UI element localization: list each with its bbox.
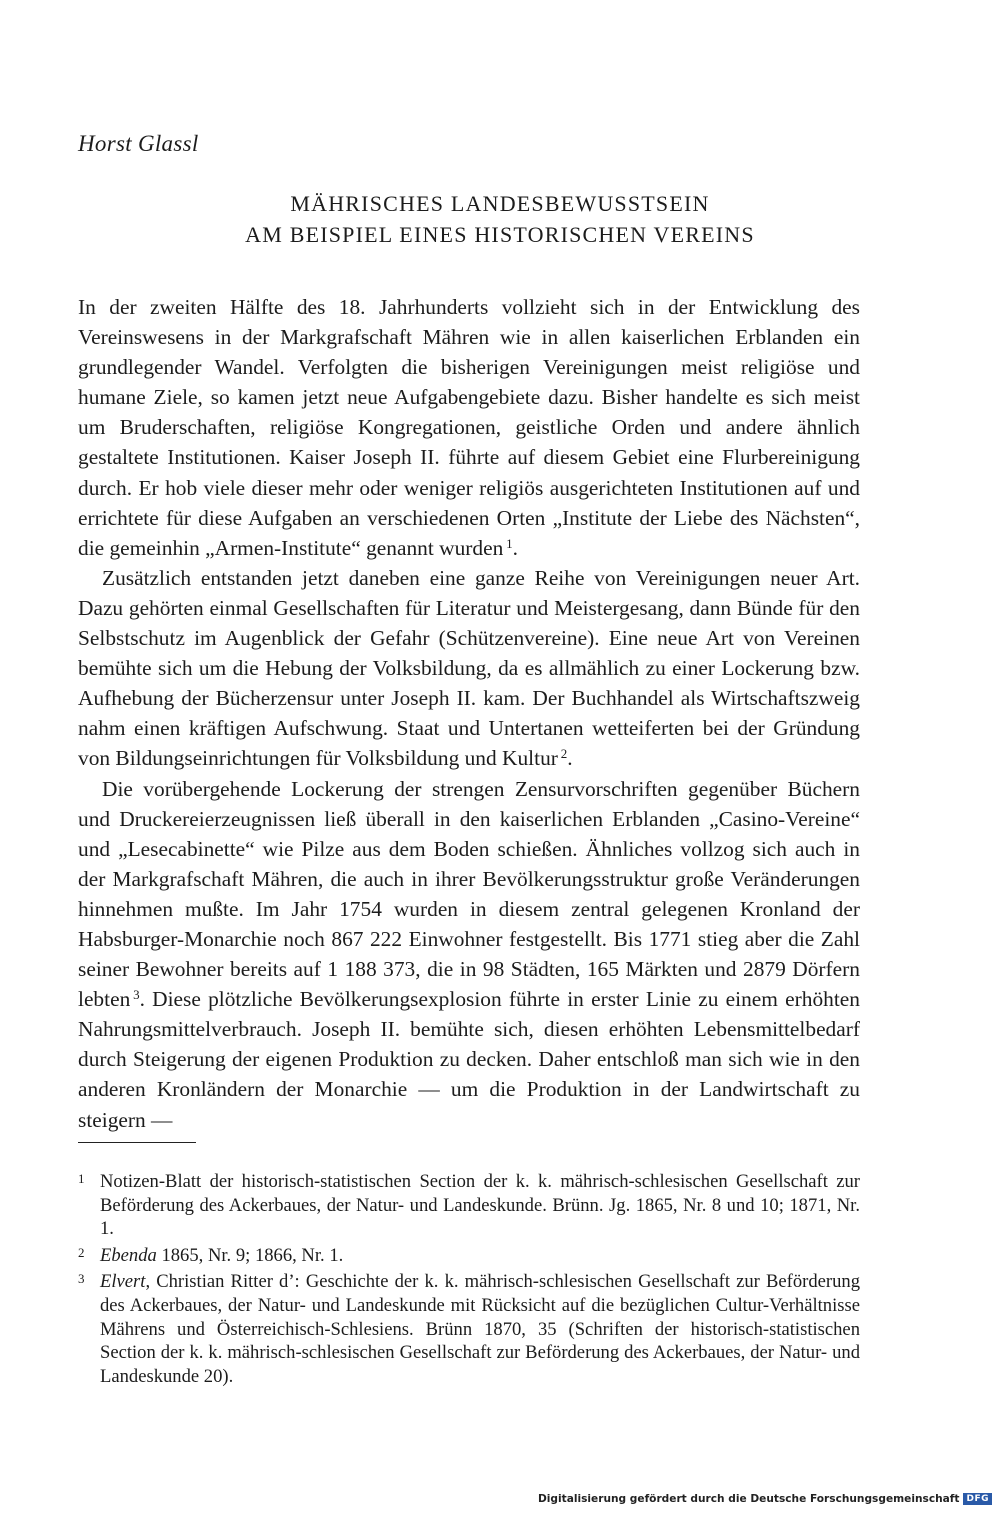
paragraph-1-text: In der zweiten Hälfte des 18. Jahrhunderts vollzieht sich in der Entwicklung des Vereinswesens in der Markgrafschaft Mähren wie in allen kaiserlichen Erblanden ein grundlegender Wandel. Verfolgten die bisherigen Vereinigungen meist religiöse und humane Ziele, so kamen jetzt neue Aufgabengebiete dazu. Bisher handelte es sich meist um Bruderschaften, religiöse Kongregationen, geistliche Orden und andere ähnlich gestaltete Institutionen. Kaiser Joseph II. führte auf diesem Gebiet eine Flurbereinigung durch. Er hob viele dieser mehr oder weniger religiös ausgerichteten Institutionen auf und errichtete für diese Aufgaben an verschiedenen Orten „Institute der Liebe des Nächsten“, die gemeinhin „Armen-Institute“ genannt wurden — [78, 295, 860, 560]
footnote-italic: Ebenda — [100, 1244, 157, 1266]
paragraph-1 — [78, 292, 860, 563]
footnote-number: 2 — [78, 1244, 85, 1260]
footnote-1 — [78, 1170, 860, 1241]
footnote-2 — [78, 1244, 860, 1268]
footnote-3 — [78, 1270, 860, 1388]
dfg-logo: DFG — [963, 1493, 992, 1505]
footnote-separator — [78, 1142, 196, 1143]
footnote-ref-3: 3 — [133, 987, 140, 1003]
paragraph-3-text-b: . Diese plötzliche Bevölkerungsexplosion führte in erster Linie zu einem erhöhten Nahrungsmittelverbrauch. Joseph II. bemühte sich, diesen erhöhten Lebensmittelbedarf durch Steigerung der eigenen Produktion zu decken. Daher entschloß man sich wie in den anderen Kronländern der Monarchie — um die Produktion in der Landwirtschaft zu steigern — — [78, 987, 860, 1132]
paragraph-1-tail: . — [512, 535, 518, 560]
footnote-number: 3 — [78, 1271, 85, 1287]
footnote-text: 1865, Nr. 9; 1866, Nr. 1. — [156, 1244, 344, 1266]
paragraph-2-tail: . — [567, 746, 573, 771]
author-name: Horst Glassl — [78, 131, 199, 156]
footnote-text: , Christian Ritter d’: Geschichte der k. k. mährisch-schlesischen Gesellschaft zur Beförderung des Ackerbaues, der Natur- und Landeskunde mit Rücksicht auf die bezüglichen Cultur-Verhältnisse Mährens und Österreichisch-Schlesiens. Brünn 1870, 35 (Schriften der historisch-statistischen Section der k. k. mährisch-schlesischen Gesellschaft zur Beförderung des Ackerbaues, der Natur- und Landeskunde 20). — [100, 1271, 860, 1387]
footnote-ref-2: 2 — [560, 746, 568, 762]
body-text — [78, 292, 860, 1135]
paragraph-3-text-a: Die vorübergehende Lockerung der strengen Zensurvorschriften gegenüber Büchern und Druckereierzeugnissen ließ überall in den kaiserlichen Erblanden „Casino-Vereine“ und „Lesecabinette“ wie Pilze aus dem Boden schießen. Ähnliches vollzog sich auch in der Markgrafschaft Mähren, die auch in ihrer Bevölkerungsstruktur große Veränderungen hinnehmen mußte. Im Jahr 1754 wurden in diesem zentral gelegenen Kronland der Habsburger-Monarchie noch 867 222 Einwohner festgestellt. Bis 1771 stieg aber die Zahl seiner Bewohner bereits auf 1 188 373, die in 98 Städten, 165 Märkten und 2879 Dörfern lebten — [78, 776, 860, 1012]
footnote-number: 1 — [78, 1171, 85, 1186]
credit-text: Digitalisierung gefördert durch die Deutsche Forschungsgemeinschaft — [537, 1493, 960, 1505]
paragraph-2-text: Zusätzlich entstanden jetzt daneben eine ganze Reihe von Vereinigungen neuer Art. Dazu gehörten einmal Gesellschaften für Literatur und Meistergesang, dann Bünde für den Selbstschutz im Augenblick der Gefahr (Schützenvereine). Eine neue Art von Vereinen bemühte sich um die Hebung der Volksbildung, da es allmählich zu einer Lockerung bzw. Aufhebung der Bücherzensur unter Joseph II. kam. Der Buchhandel als Wirtschaftszweig nahm einen kräftigen Aufschwung. Staat und Untertanen wetteiferten bei der Gründung von Bildungseinrichtungen für Volksbildung und Kultur — [78, 565, 860, 771]
paragraph-2 — [78, 563, 860, 774]
title-line-2: AM BEISPIEL EINES HISTORISCHEN VEREINS — [245, 222, 755, 247]
digitization-credit — [538, 1493, 992, 1505]
title-line-1: MÄHRISCHES LANDESBEWUSSTSEIN — [290, 191, 710, 216]
paragraph-3 — [78, 774, 860, 1135]
footnote-text: Notizen-Blatt der historisch-statistischen Section der k. k. mährisch-schlesischen Gesellschaft zur Beförderung des Ackerbaues, der Natur- und Landeskunde. Brünn. Jg. 1865, Nr. 8 und 10; 1871, Nr. 1. — [100, 1171, 860, 1240]
footnote-ref-1: 1 — [506, 535, 513, 551]
article-title — [0, 188, 1000, 250]
footnote-italic: Elvert — [100, 1271, 146, 1293]
footnotes — [78, 1170, 860, 1391]
